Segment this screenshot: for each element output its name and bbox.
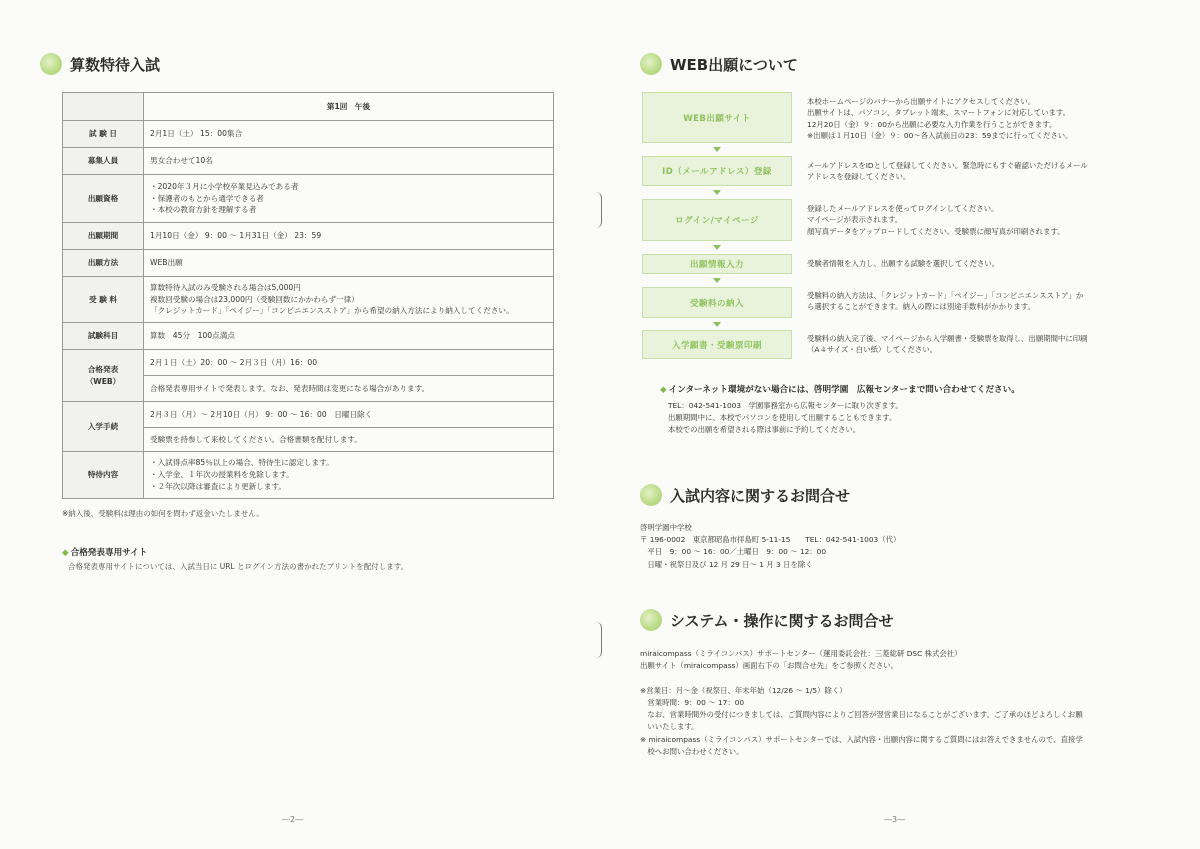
row-value: 1月10日（金） 9：00 ～ 1月31日（金） 23：59 bbox=[144, 223, 554, 250]
section-title-math-exam: 算数特待入試 bbox=[40, 53, 160, 75]
flow-desc-info-input: 受験者情報を入力し、出願する試験を選択してください。 bbox=[807, 259, 1000, 268]
flow-step-id-register: ID（メールアドレス）登録 bbox=[642, 156, 792, 186]
row-value: ・2020年３月に小学校卒業見込みである者 ・保護者のもとから通学できる者 ・本校の教育方針を理解する者 bbox=[144, 175, 554, 223]
diamond-icon: ◆ bbox=[660, 385, 667, 395]
internet-heading: ◆ インターネット環境がない場合には、啓明学園 広報センターまで問い合わせてください。 bbox=[660, 385, 1020, 395]
row-subvalue: 受験票を持参して来校してください。合格書類を配付します。 bbox=[144, 428, 554, 452]
row-value: 算数特待入試のみ受験される場合は5,000円 複数回受験の場合は23,000円（受験回数にかかわらず一律） 「クレジットカード」「ペイジー」「コンビニエンスストア」から希望の納入方法により納入してください。 bbox=[144, 277, 554, 323]
system-contact-text: miraicompass（ミライコンパス）サポートセンター（運用委託会社：三菱総研 DSC 株式会社） 出願サイト（miraicompass）画面右下の「お問合せ先」をご参照ください。 ※営業日：月～金（祝祭日、年末年始（12/26 ～ 1/5）除く） 営業時間：9：00 ～ 17：00 なお、営業時間外の受付につきましては、ご質問内容によりご回答が翌営業日になることがございます。ご了承のほどよろしくお願 いいたします。 ※ miraicompass（ミライコンパス）サポートセンターでは、入試内容・出願内容に関するご質問にはお答えできませんので、直接学 校へお問い合わせください。 bbox=[640, 649, 1083, 756]
table-corner bbox=[63, 93, 144, 121]
row-value: 2月1日（土） 15：00集合 bbox=[144, 121, 554, 148]
internet-text: TEL：042-541-1003 学園事務室から広報センターに取り次ぎます。 出願期間中に、本校でパソコンを使用して出願することもできます。 本校での出願を希望される際は事前に予約してください。 bbox=[668, 401, 903, 435]
site-heading: ◆ 合格発表専用サイト bbox=[62, 548, 148, 558]
flow-step-login: ログイン/マイページ bbox=[642, 199, 792, 241]
exam-contact-text: 啓明学園中学校 〒 196-0002 東京都昭島市拝島町 5-11-15 TEL：042-541-1003（代） 平日 9：00 ～ 16：00／土曜日 9：00 ～ 12：00 日曜・祝祭日及び 12 月 29 日～ 1 月 3 日を除く bbox=[640, 523, 901, 569]
refund-note: ※納入後、受験料は理由の如何を問わず返金いたしません。 bbox=[62, 509, 264, 518]
page-number-left: ―2― bbox=[282, 815, 304, 824]
flow-desc-id-register: メールアドレスをIDとして登録してください。緊急時にもすぐ確認いただけるメール アドレスを登録してください。 bbox=[807, 161, 1088, 182]
diamond-icon: ◆ bbox=[62, 548, 69, 558]
flow-step-payment: 受験料の納入 bbox=[642, 287, 792, 318]
flow-step-print: 入学願書・受験票印刷 bbox=[642, 330, 792, 359]
row-label: 出願方法 bbox=[63, 250, 144, 277]
row-label: 出願資格 bbox=[63, 175, 144, 223]
row-label: 出願期間 bbox=[63, 223, 144, 250]
arrow-down-icon bbox=[713, 245, 721, 250]
arrow-down-icon bbox=[713, 322, 721, 327]
table-header: 第1回 午後 bbox=[144, 93, 554, 121]
row-value: WEB出願 bbox=[144, 250, 554, 277]
arrow-down-icon bbox=[713, 147, 721, 152]
row-label: 特待内容 bbox=[63, 452, 144, 499]
row-label: 試験科目 bbox=[63, 323, 144, 350]
leaf-icon bbox=[640, 609, 662, 631]
leaf-icon bbox=[40, 53, 62, 75]
row-value: ・入試得点率85％以上の場合、特待生に認定します。 ・入学金、１年次の授業料を免除します。 ・２年次以降は審査により更新します。 bbox=[144, 452, 554, 499]
site-text: 合格発表専用サイトについては、入試当日に URL とログイン方法の書かれたプリントを配付します。 bbox=[68, 562, 409, 571]
flow-step-info-input: 出願情報入力 bbox=[642, 254, 792, 274]
section-title-system-contact: システム・操作に関するお問合せ bbox=[640, 609, 894, 631]
leaf-icon bbox=[640, 53, 662, 75]
arrow-down-icon bbox=[713, 190, 721, 195]
section-title-web-application: WEB出願について bbox=[640, 53, 798, 75]
section-title-exam-contact: 入試内容に関するお問合せ bbox=[640, 484, 850, 506]
flow-desc-web-site: 本校ホームページのバナーから出願サイトにアクセスしてください。 出願サイトは、パソコン、タブレット端末、スマートフォンに対応しています。 12月20日（金）９：00から出願に必要な入力作業を行うことができます。 ※出願は１月10日（金）９：00～各入試前日の23：59までに行ってください。 bbox=[807, 97, 1073, 141]
row-label: 入学手続 bbox=[63, 402, 144, 452]
row-label: 受 験 料 bbox=[63, 277, 144, 323]
row-label: 試 験 日 bbox=[63, 121, 144, 148]
row-value: 2月１日（土）20：00 ～ 2月３日（月）16：00 bbox=[144, 350, 554, 376]
row-value: 2月３日（月）～ 2月10日（月） 9：00 ～ 16：00 日曜日除く bbox=[144, 402, 554, 428]
exam-details-table bbox=[62, 92, 554, 499]
row-label: 募集人員 bbox=[63, 148, 144, 175]
flow-desc-payment: 受験料の納入方法は、「クレジットカード」「ペイジー」「コンビニエンスストア」か ら選択することができます。納入の際には別途手数料がかかります。 bbox=[807, 291, 1084, 312]
row-subvalue: 合格発表専用サイトで発表します。なお、発表時間は変更になる場合があります。 bbox=[144, 376, 554, 402]
flow-step-web-site: WEB出願サイト bbox=[642, 92, 792, 143]
row-value: 算数 45分 100点満点 bbox=[144, 323, 554, 350]
flow-desc-print: 受験料の納入完了後、マイページから入学願書・受験票を取得し、出願期間中に印刷 （A４サイズ・白い紙）してください。 bbox=[807, 334, 1088, 355]
flow-desc-login: 登録したメールアドレスを使ってログインしてください。 マイページが表示されます。 顔写真データをアップロードしてください。受験票に顔写真が印刷されます。 bbox=[807, 204, 1065, 236]
page-number-right: ―3― bbox=[884, 815, 906, 824]
arrow-down-icon bbox=[713, 278, 721, 283]
leaf-icon bbox=[640, 484, 662, 506]
row-label: 合格発表 （WEB） bbox=[63, 350, 144, 402]
row-value: 男女合わせて10名 bbox=[144, 148, 554, 175]
